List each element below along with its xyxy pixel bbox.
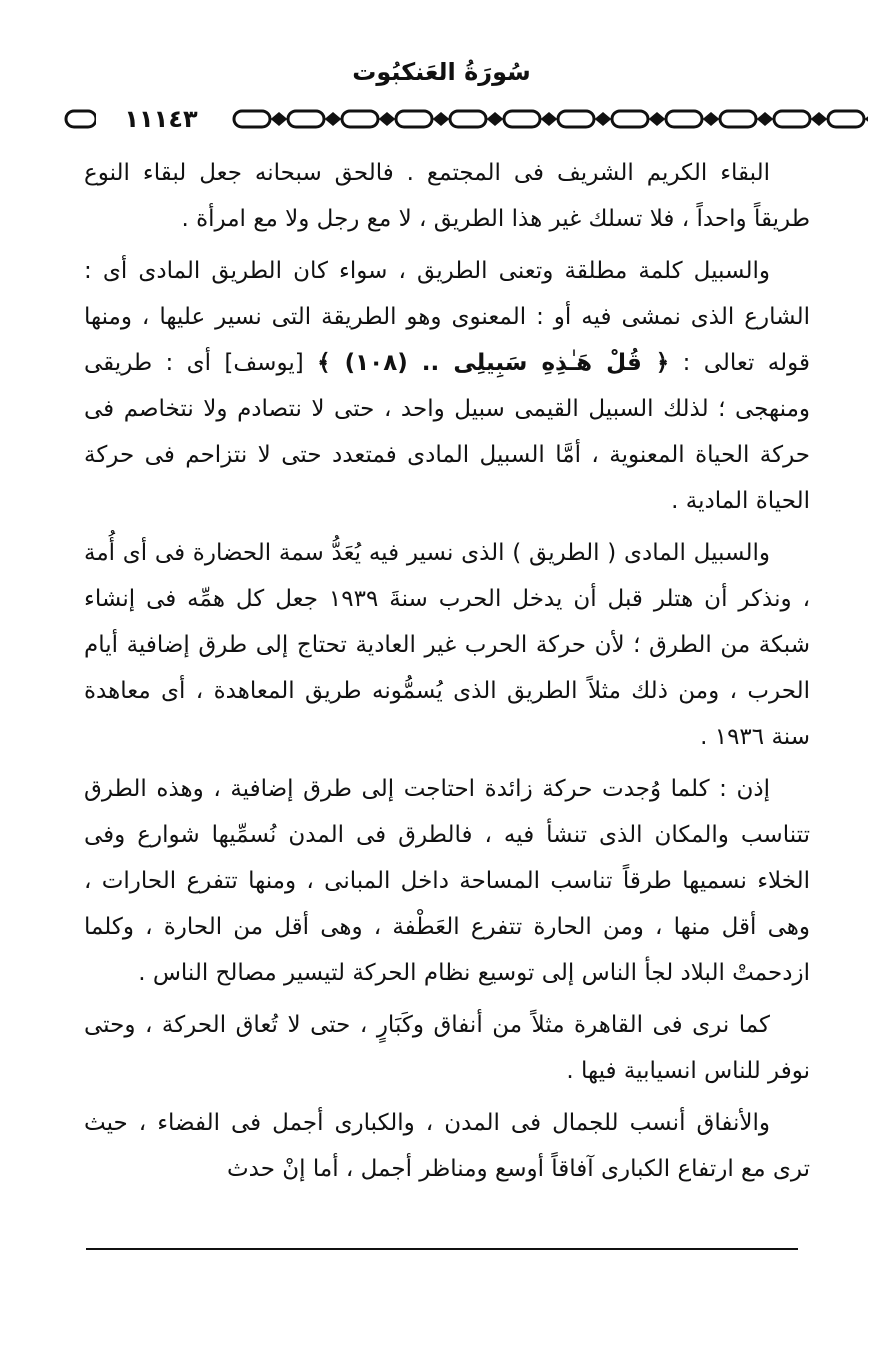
chain-link: [612, 111, 648, 127]
chain-link: [396, 111, 432, 127]
chain-link: [450, 111, 486, 127]
chain-link: [288, 111, 324, 127]
page-body: [84, 150, 810, 1198]
chain-diamond: [435, 114, 447, 124]
page-number: ١١١٤٣: [96, 102, 226, 136]
paragraph-2-rest: [يوسف] أى : طريقى ومنهجى ؛ لذلك السبيل القيمى سبيل واحد ، حتى لا نتصادم ولا نتخاصم فى حركة الحياة المعنوية ، أمَّا السبيل المادى فمتعدد حتى لا نتزاحم فى حركة الحياة المادية .: [84, 350, 810, 514]
surah-title: سُورَةُ العَنكبُوت: [352, 58, 531, 86]
paragraph-3: والسبيل المادى ( الطريق ) الذى نسير فيه يُعَدُّ سمة الحضارة فى أى أُمة ، ونذكر أن هتلر قبل أن يدخل الحرب سنةَ ١٩٣٩ جعل كل همِّه فى إنشاء شبكة من الطرق ؛ لأن حركة الحرب غير العادية تحتاج إلى طرق إضافية أيام الحرب ، ومن ذلك مثلاً الطريق الذى يُسمُّونه طريق المعاهدة ، أى معاهدة سنة ١٩٣٦ .: [84, 540, 810, 750]
chain-link: [66, 111, 96, 127]
chain-diamond: [651, 114, 663, 124]
chain-diamond: [759, 114, 771, 124]
paragraph-5: كما نرى فى القاهرة مثلاً من أنفاق وكَبَارٍ ، حتى لا تُعاق الحركة ، وحتى نوفر للناس انسيابية فيها .: [84, 1012, 810, 1084]
chain-diamond: [543, 114, 555, 124]
paragraph-1: البقاء الكريم الشريف فى المجتمع . فالحق سبحانه جعل لبقاء النوع طريقاً واحداً ، فلا تسلك غير هذا الطريق ، لا مع رجل ولا مع امرأة .: [84, 160, 810, 232]
chain-diamond: [597, 114, 609, 124]
chain-diamond: [813, 114, 825, 124]
chain-diamond: [867, 114, 868, 124]
paragraph-2-intro: والسبيل كلمة مطلقة وتعنى الطريق ، سواء كان الطريق المادى أى : الشارع الذى نمشى فيه أو : المعنوى وهو الطريقة التى نسير عليها ، ومنها قوله تعالى :: [84, 258, 810, 376]
paragraph-2: [84, 248, 810, 524]
chain-link: [504, 111, 540, 127]
chain-diamond: [489, 114, 501, 124]
chain-diamond: [273, 114, 285, 124]
chain-link: [720, 111, 756, 127]
chain-diamond: [381, 114, 393, 124]
chain-link: [774, 111, 810, 127]
chain-link: [342, 111, 378, 127]
chain-link: [828, 111, 864, 127]
chain-link: [234, 111, 270, 127]
chain-link: [666, 111, 702, 127]
paragraph-6: والأنفاق أنسب للجمال فى المدن ، والكبارى أجمل فى الفضاء ، حيث ترى مع ارتفاع الكبارى آفاقاً أوسع ومناظر أجمل ، أما إنْ حدث: [84, 1110, 810, 1182]
footer-rule: [86, 1248, 798, 1250]
quran-verse: ﴿ قُلْ هَـٰذِهِ سَبِيلِى .. (١٠٨) ﴾: [317, 350, 670, 376]
chain-diamond: [705, 114, 717, 124]
paragraph-4: إذن : كلما وُجدت حركة زائدة احتاجت إلى طرق إضافية ، وهذه الطرق تتناسب والمكان الذى تنشأ فيه ، فالطرق فى المدن نُسمِّيها شوارع وفى الخلاء نسميها طرقاً تناسب المساحة داخل المبانى ، ومنها تتفرع الحارات ، وهى أقل منها ، ومن الحارة تتفرع العَطْفة ، وهى أقل من الحارة ، وكلما ازدحمتْ البلاد لجأ الناس إلى توسيع نظام الحركة لتيسير مصالح الناس .: [84, 776, 810, 986]
chain-diamond: [327, 114, 339, 124]
chain-link: [558, 111, 594, 127]
